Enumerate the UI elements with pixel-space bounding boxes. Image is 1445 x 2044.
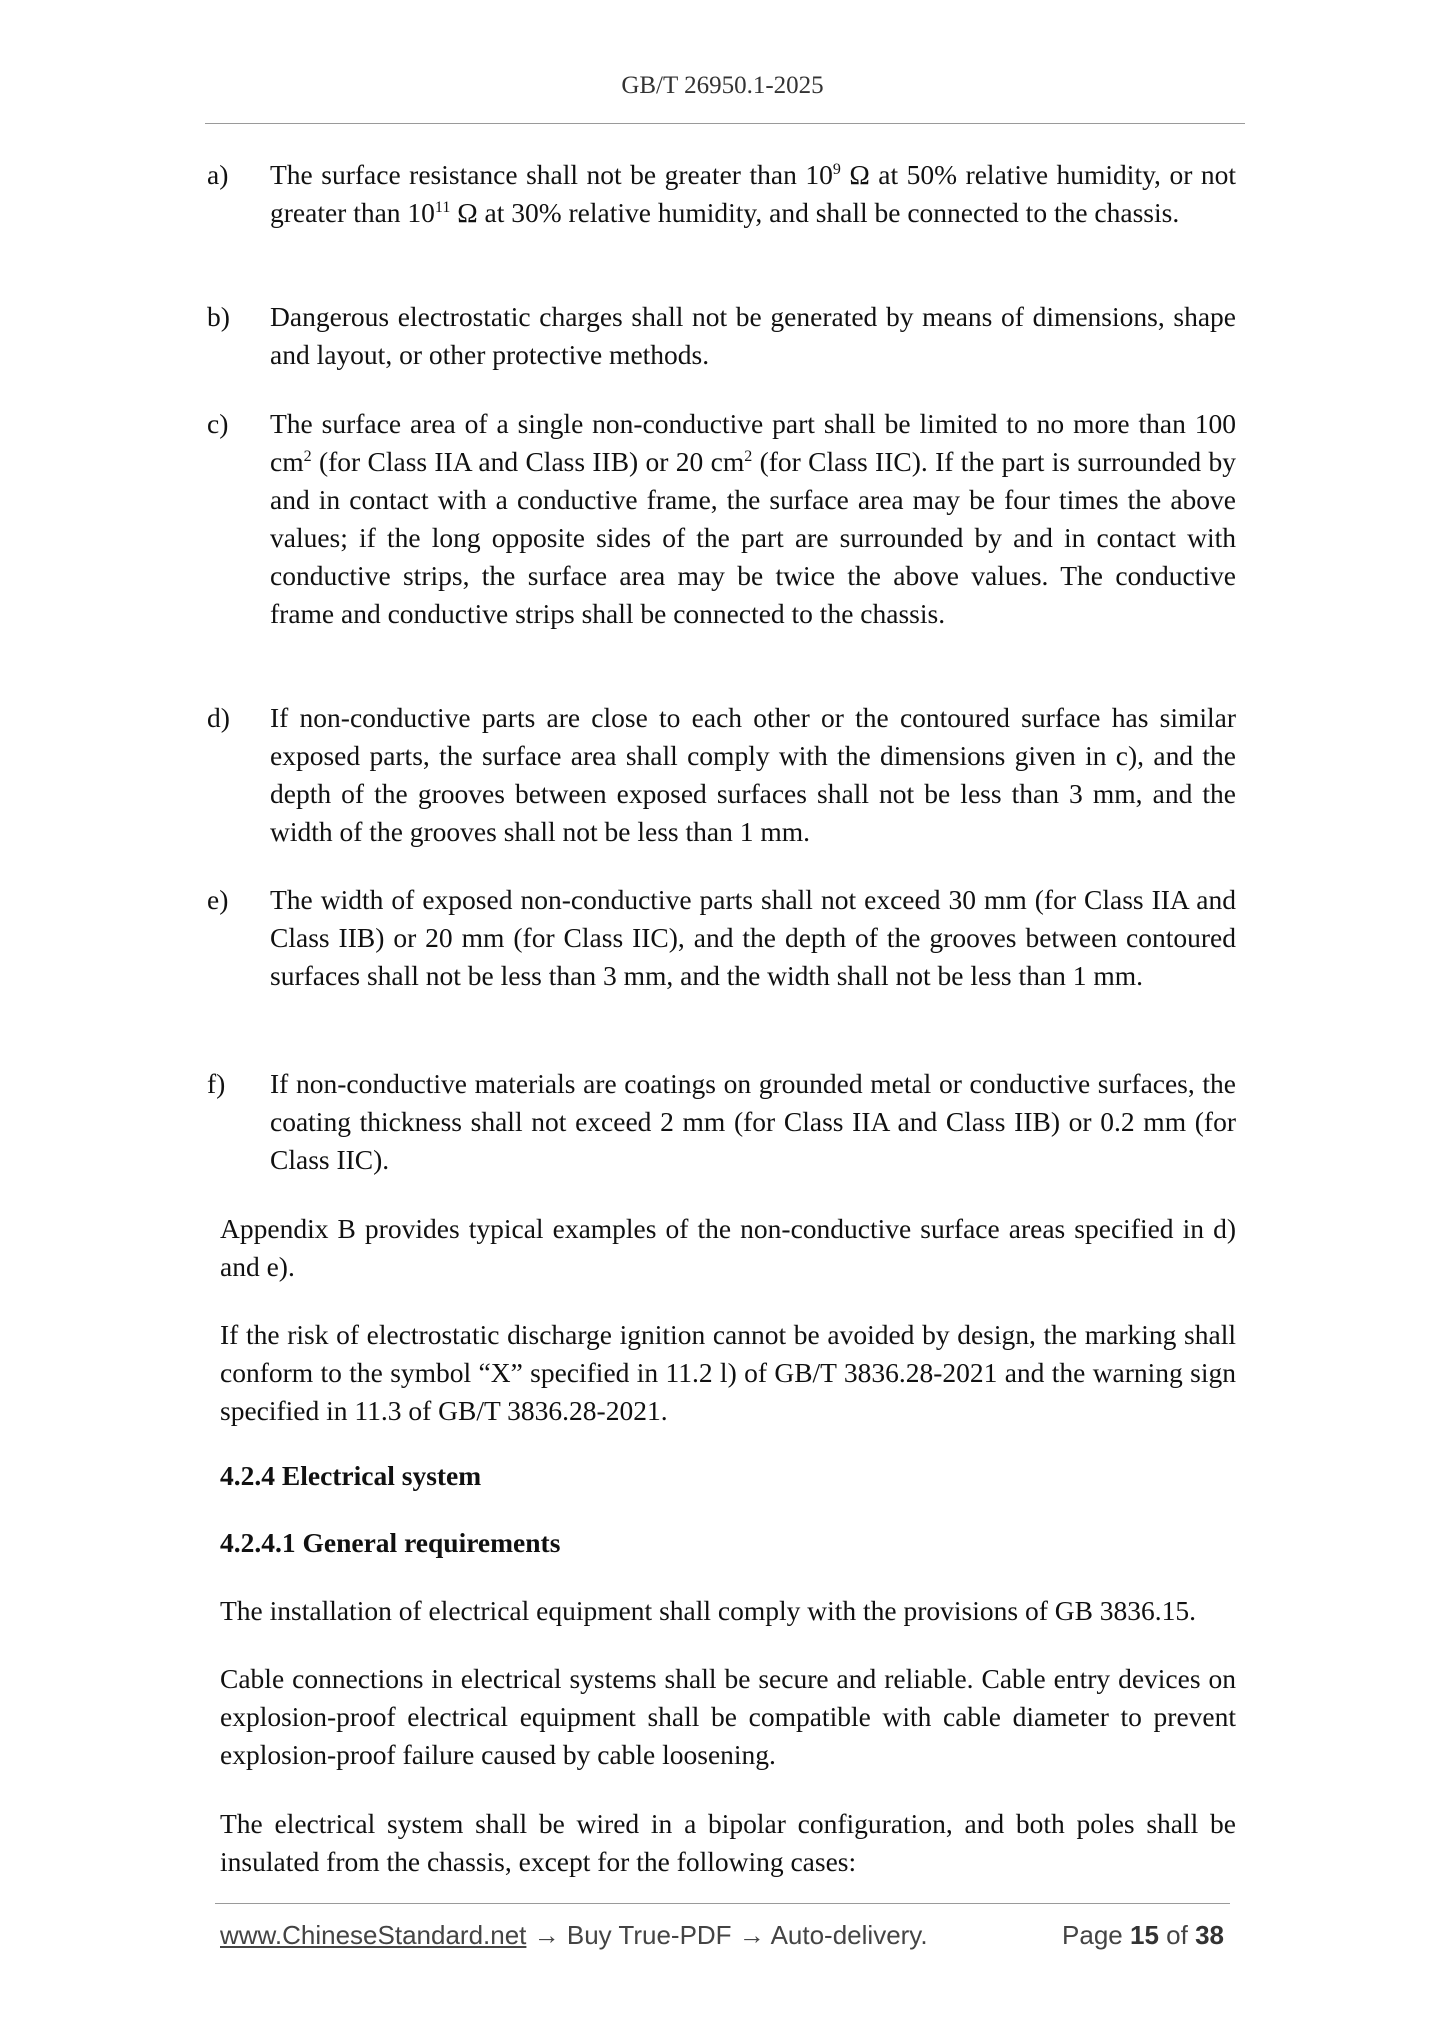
paragraph-esd-risk: If the risk of electrostatic discharge ignition cannot be avoided by design, the marking shall conform to the symbol “X” specified in 11.2 l) of GB/T 3836.28-2021 and the warning sign specified in 11.3 of GB/T 3836.28-2021. (220, 1319, 1236, 1426)
paragraph-installation: The installation of electrical equipment shall comply with the provisions of GB 3836.15. (220, 1595, 1197, 1626)
list-item-d (207, 699, 1236, 851)
item-text: The surface resistance shall not be greater than 10 (270, 159, 833, 190)
item-text: The surface area of a single non-conductive part shall be limited to no more than 100 cm (270, 408, 1236, 477)
item-text: Dangerous electrostatic charges shall not be generated by means of dimensions, shape and layout, or other protective methods. (270, 301, 1236, 370)
item-text: If non-conductive materials are coatings on grounded metal or conductive surfaces, the coating thickness shall not exceed 2 mm (for Class IIA and Class IIB) or 0.2 mm (for Class IIC). (270, 1068, 1236, 1175)
list-label: a) (207, 159, 229, 190)
document-id: GB/T 26950.1-2025 (621, 72, 824, 99)
superscript: 2 (744, 447, 753, 465)
list-item-c (207, 405, 1236, 633)
paragraph-wiring: The electrical system shall be wired in a bipolar configuration, and both poles shall be insulated from the chassis, except for the following cases: (220, 1808, 1236, 1877)
list-label: c) (207, 408, 229, 439)
list-label: b) (207, 301, 230, 332)
section-heading-4-2-4-1: 4.2.4.1 General requirements (220, 1527, 561, 1558)
item-text: If non-conductive parts are close to each other or the contoured surface has similar exposed parts, the surface area shall comply with the dimensions given in c), and the depth of the grooves between exposed surfaces shall not be less than 3 mm, and the width of the grooves shall not be less than 1 mm. (270, 702, 1236, 847)
list-item-f (207, 1065, 1236, 1179)
item-text: Ω at 30% relative humidity, and shall be connected to the chassis. (450, 197, 1180, 228)
page-footer (220, 1920, 1230, 1951)
section-heading-4-2-4: 4.2.4 Electrical system (220, 1460, 482, 1491)
list-label: f) (207, 1068, 226, 1099)
list-label: d) (207, 702, 230, 733)
paragraph-cable: Cable connections in electrical systems shall be secure and reliable. Cable entry devices on explosion-proof electrical equipment shall be compatible with cable diameter to prevent explosion-proof failure caused by cable loosening. (220, 1663, 1236, 1770)
item-text: (for Class IIC). If the part is surrounded by and in contact with a conductive frame, the surface area may be four times the above values; if the long opposite sides of the part are surrounded by and in contact with conductive strips, the surface area may be twice the above values. The conductive frame and conductive strips shall be connected to the chassis. (270, 446, 1236, 629)
superscript: 9 (832, 160, 841, 178)
of-word: of (1166, 1920, 1188, 1950)
item-text: (for Class IIA and Class IIB) or 20 cm (311, 446, 745, 477)
page-number: 15 (1130, 1920, 1159, 1950)
list-item-a (207, 156, 1236, 232)
page-header (0, 72, 1445, 100)
header-divider (205, 123, 1245, 124)
footer-divider (215, 1903, 1230, 1904)
website-link[interactable]: www.ChineseStandard.net (220, 1920, 527, 1950)
page-word: Page (1062, 1920, 1123, 1950)
page-indicator (1062, 1920, 1224, 1951)
list-item-e (207, 881, 1236, 995)
list-label: e) (207, 884, 229, 915)
total-pages: 38 (1195, 1920, 1224, 1950)
footer-promo-text: → Buy True-PDF → Auto-delivery. (526, 1920, 928, 1950)
item-text: The width of exposed non-conductive parts shall not exceed 30 mm (for Class IIA and Class IIB) or 20 mm (for Class IIC), and the depth of the grooves between contoured surfaces shall not be less than 3 mm, and the width shall not be less than 1 mm. (270, 884, 1236, 991)
paragraph-appendix: Appendix B provides typical examples of the non-conductive surface areas specified in d) and e). (220, 1213, 1236, 1282)
item-text: Ω at 50% relative humidity, or not greater than 10 (270, 159, 1236, 228)
superscript: 11 (434, 198, 451, 216)
superscript: 2 (303, 447, 312, 465)
list-item-b (207, 298, 1236, 374)
